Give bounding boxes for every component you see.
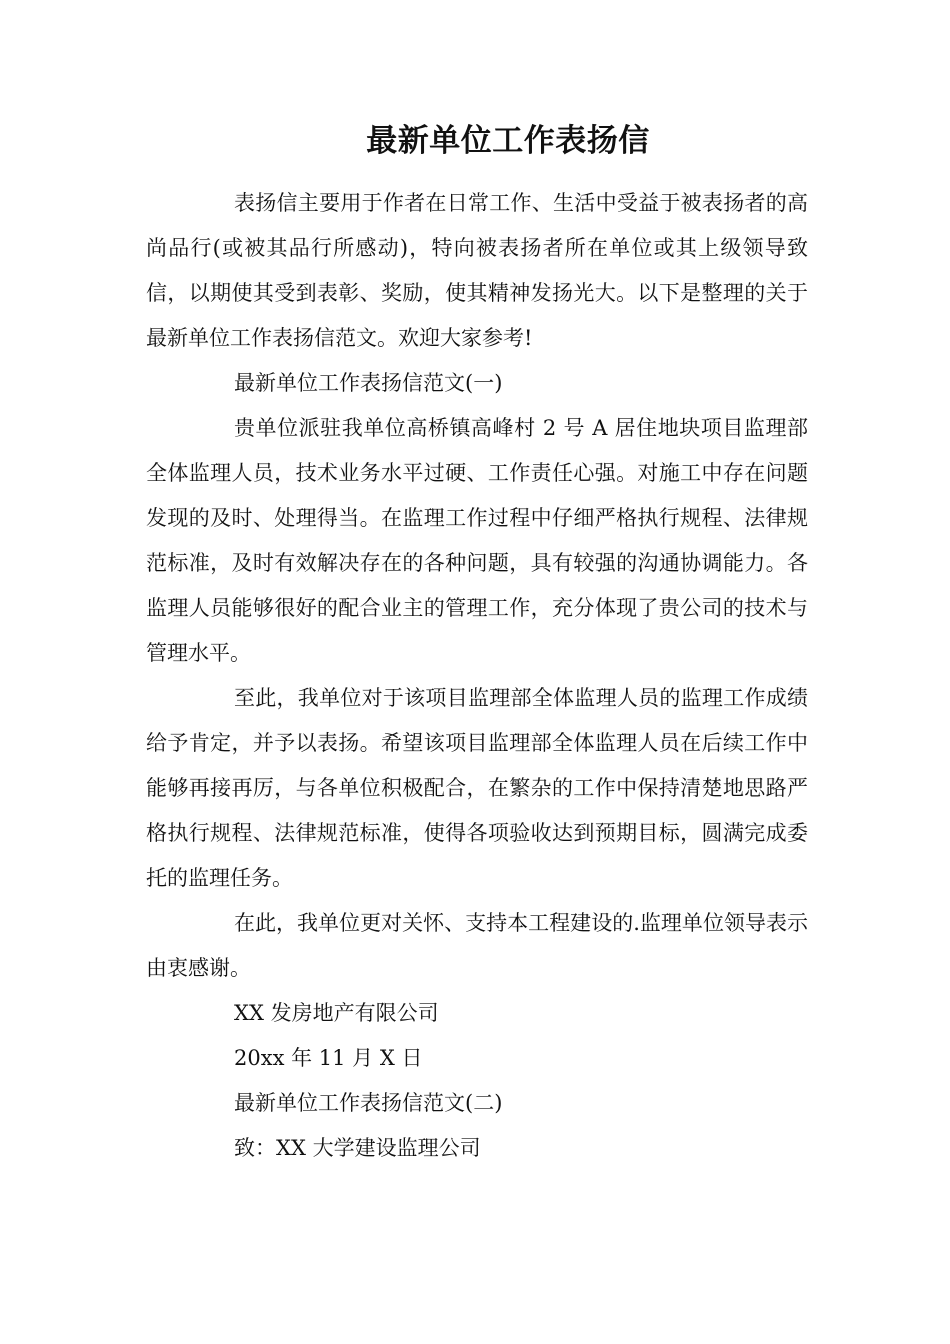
signature-date: 20xx 年 11 月 X 日 bbox=[234, 1046, 423, 1070]
intro-paragraph: 表扬信主要用于作者在日常工作、生活中受益于被表扬者的高尚品行(或被其品行所感动)，特向被表扬者所在单位或其上级领导致信，以期使其受到表彰、奖励，使其精神发扬光大。以下是整理的关于 最新单位工作表扬信范文。欢迎大家参考! bbox=[146, 191, 808, 350]
document-body bbox=[146, 181, 808, 1171]
letter-paragraph-commendation: 至此，我单位对于该项目监理部全体监理人员的监理工作成绩给予肯定，并予以表扬。希望该项目监理部全体监理人员在后续工作中能够再接再厉，与各单位积极配合，在繁杂的工作中保持清楚地思路严格执行规程、法律规范标准，使得各项验收达到预期目标，圆满完成委托的监理任务。 bbox=[146, 686, 808, 890]
letter-paragraph-thanks: 在此，我单位更对关怀、支持本工程建设的.监理单位领导表示由衷感谢。 bbox=[146, 911, 808, 980]
section-heading-two: 最新单位工作表扬信范文(二) bbox=[234, 1091, 503, 1115]
section-heading-one: 最新单位工作表扬信范文(一) bbox=[234, 371, 503, 395]
signature-company: XX 发房地产有限公司 bbox=[234, 1001, 439, 1025]
letter-salutation: 致：XX 大学建设监理公司 bbox=[234, 1136, 481, 1160]
document-title: 最新单位工作表扬信 bbox=[366, 123, 650, 159]
letter-paragraph-praise: 贵单位派驻我单位高桥镇高峰村 2 号 A 居住地块项目监理部全体监理人员，技术业务水平过硬、工作责任心强。对施工中存在问题发现的及时、处理得当。在监理工作过程中仔细严格执行规程、法律规范标准，及时有效解决存在的各种问题，具有较强的沟通协调能力。各监理人员能够很好的配合业主的管理工作，充分体现了贵公司的技术与管理水平。 bbox=[146, 416, 808, 665]
